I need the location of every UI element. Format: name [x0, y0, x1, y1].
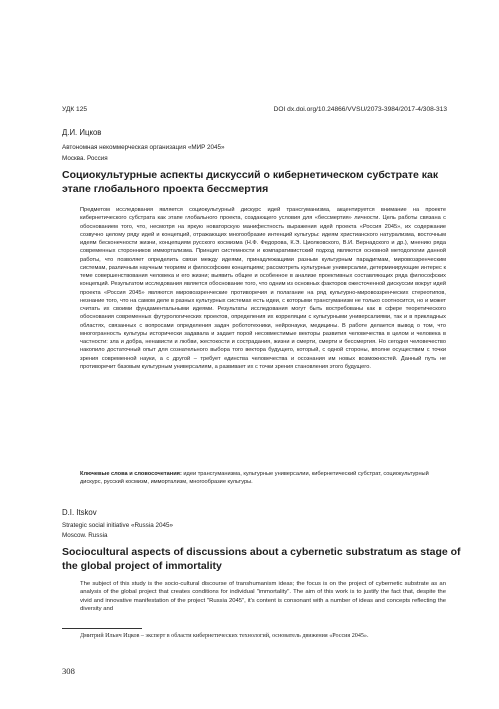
- keywords-list-ru: идеи трансгуманизма, культурные универсалии, кибернетический субстрат, социокультурный дискурс, русский космизм, иммортализм, многообразие культуры.: [80, 471, 429, 486]
- affiliation-city-ru: Москва. Россия: [62, 154, 108, 162]
- keywords-ru: [80, 470, 446, 487]
- udk-code: УДК 125: [62, 106, 88, 113]
- author-footnote: Дмитрий Ильич Ицков – эксперт в области кибернетических технологий, основатель движения «Россия 2045».: [80, 633, 369, 639]
- author-affiliation-ru: [62, 143, 225, 164]
- doi-link[interactable]: DOI dx.doi.org/10.24866/VVSU/2073-3984/2017-4/308-313: [273, 106, 447, 113]
- footnote-divider: [62, 628, 142, 629]
- affiliation-city-en: Moscow. Russia: [62, 532, 108, 539]
- article-title-ru: Социокультурные аспекты дискуссий о кибернетическом субстрате как этапе глобального проекта бессмертия: [62, 169, 439, 195]
- affiliation-organization-ru: Автономная некоммерческая организация «МИР 2045»: [62, 144, 225, 151]
- affiliation-organization-en: Strategic social initiative «Russia 2045»: [62, 522, 173, 529]
- page-number: 308: [62, 666, 75, 676]
- abstract-en: The subject of this study is the socio-cultural discourse of transhumanism ideas; the focus is on the project of cybernetic substrate as an analysis of the global project that creates conditions for individual "immortality". The aim of this work is to justify the fact that, despite the vivid and innovative manifestation of the project "Russia 2045", it's content is consonant with a number of ideas and concepts reflecting the diversity and: [80, 581, 446, 612]
- abstract-ru: Предметом исследования является социокультурный дискурс идей трансгуманизма, акцентируется внимание на проекте кибернетического субстрата как этапе глобального проекта, создающего условия для «бессмертия» личности. Цель работы связана с обоснованием того, что, несмотря на яркую новаторскую манифестность выражения идей проекта «Россия 2045», их содержание созвучно целому ряду идей и концепций, отражающих многообразие интенций культуры: идеям христианского натурализма, восточным идеям бесконечности жизни, концепциям русского космизма (Н.Ф. Федорова, К.Э. Циолковского, В.И. Вернадского и др.), мнению ряда современных сторонников иммортализма. Принцип системности и компаративистский подход являются основной методологии данной работы, что позволяет определить связи между идеями, принадлежащими разным культурным парадигмам, мировоззренческим системам, различным научным теориям и философским концепциям; рассмотреть культурные универсалии, детерминирующие интерес к теме совершенствования человека и его жизни; выявить общее и особенное в анализе проективных составляющих ряда философских концепций. Результатом исследования является обоснование того, что одним из основных факторов ожесточенной дискуссии вокруг идей проекта «Россия 2045» являются мировоззренческие противоречия и полагание на ряд культурно-мировоззренческих стереотипов, незнание того, что на самом деле в разных культурных системах есть идеи, с которыми трансгуманизм не только соотносится, но и может считать их своими фундаментальными идеями. Результаты исследования могут быть востребованы как в сфере теоретического обоснования современных футурологических проектов, определения их корреляции с культурными универсалиями, так и в прикладных областях, связанных с вопросами определения задач робототехники, нейронауки, медицины. В работе делается вывод о том, что многогранность культуры исторически задавала и задает порой несовместимые векторы развития человечества в целом и человека в частности: зла и добра, ненависти и любви, жестокости и сострадания, жизни и смерти, смерти и бессмертия. Но сегодня человечество накопило достаточный опыт для сознательного выбора того вектора будущего, который, с одной стороны, вполне осуществим с точки зрения современной науки, а с другой – требует единства человечества и осознания им новых возможностей. Данный путь не противоречит базовым культурным универсалиям, а развивает их с точки зрения становления этого будущего.: [80, 207, 446, 370]
- keywords-label-ru: Ключевые слова и словосочетания:: [80, 471, 182, 477]
- author-affiliation-en: [62, 521, 173, 541]
- author-name-ru: Д.И. Ицков: [62, 128, 102, 137]
- author-name-en: D.I. Itskov: [62, 508, 97, 517]
- article-title-en: Sociocultural aspects of discussions about a cybernetic substratum as stage of the global project of immortality: [62, 546, 461, 572]
